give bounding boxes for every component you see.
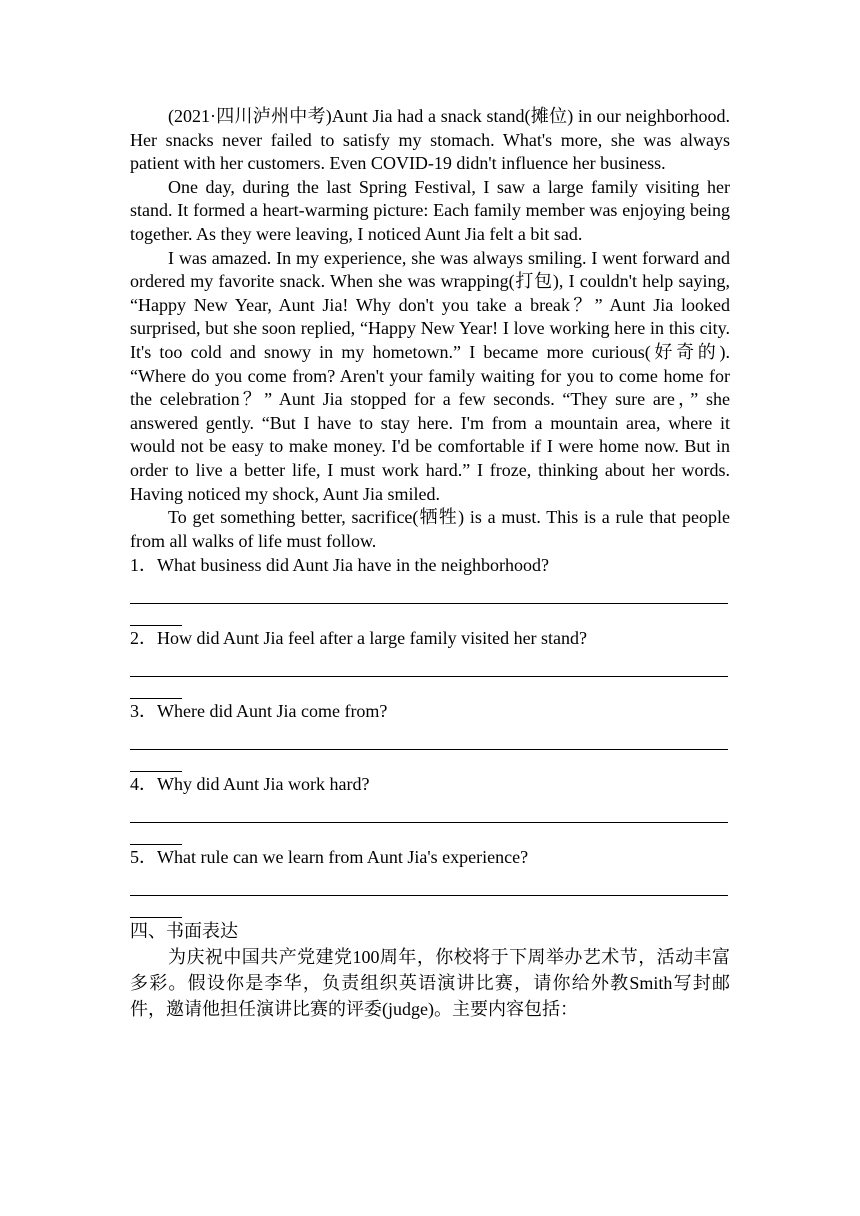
question-3: 3．Where did Aunt Jia come from? [130, 701, 388, 722]
answer-line-4[interactable] [130, 796, 730, 845]
section-title: 四、书面表达 [130, 921, 238, 942]
answer-line-2[interactable] [130, 650, 730, 699]
writing-prompt: 为庆祝中国共产党建党100周年，你校将于下周举办艺术节，活动丰富多彩。假设你是李华，负责组织英语演讲比赛，请你给外教Smith写封邮件，邀请他担任演讲比赛的评委(judge)。主要内容包括： [130, 947, 730, 1020]
question-5: 5．What rule can we learn from Aunt Jia's experience? [130, 847, 529, 868]
passage-paragraph-3: I was amazed. In my experience, she was always smiling. I went forward and ordered my favorite snack. When she was wrapping(打包), I couldn't help saying, “Happy New Year, Aunt Jia! Why don't you take a break？” Aunt Jia looked surprised, but she soon replied, “Happy New Year! I love working here in this city. It's too cold and snowy in my hometown.” I became more curious(好奇的). “Where do you come from? Aren't your family waiting for you to come home for the celebration？” Aunt Jia stopped for a few seconds. “They sure are，” she answered gently. “But I have to stay here. I'm from a mountain area, where it would not be easy to make money. I'd be comfortable if I were home now. But in order to live a better life, I must work hard.” I froze, thinking about her words. Having noticed my shock, Aunt Jia smiled. [130, 247, 730, 504]
passage-paragraph-1: (2021·四川泸州中考)Aunt Jia had a snack stand(摊位) in our neighborhood. Her snacks never failed to satisfy my stomach. What's more, she was always patient with her customers. Even COVID-19 didn't influence her business. [130, 106, 730, 174]
answer-line-5[interactable] [130, 869, 730, 918]
passage-paragraph-4: To get something better, sacrifice(牺牲) is a must. This is a rule that people from all walks of life must follow. [130, 507, 730, 551]
document-page [130, 105, 730, 1022]
question-1: 1．What business did Aunt Jia have in the neighborhood? [130, 555, 549, 576]
answer-line-1[interactable] [130, 577, 730, 626]
passage-paragraph-2: One day, during the last Spring Festival, I saw a large family visiting her stand. It formed a heart-warming picture: Each family member was enjoying being together. As they were leaving, I noticed Aunt Jia felt a bit sad. [130, 176, 730, 244]
question-2: 2．How did Aunt Jia feel after a large family visited her stand? [130, 628, 588, 649]
question-list [130, 553, 730, 918]
answer-line-3[interactable] [130, 723, 730, 772]
reading-passage [130, 105, 730, 553]
question-4: 4．Why did Aunt Jia work hard? [130, 774, 370, 795]
writing-section [130, 918, 730, 1022]
